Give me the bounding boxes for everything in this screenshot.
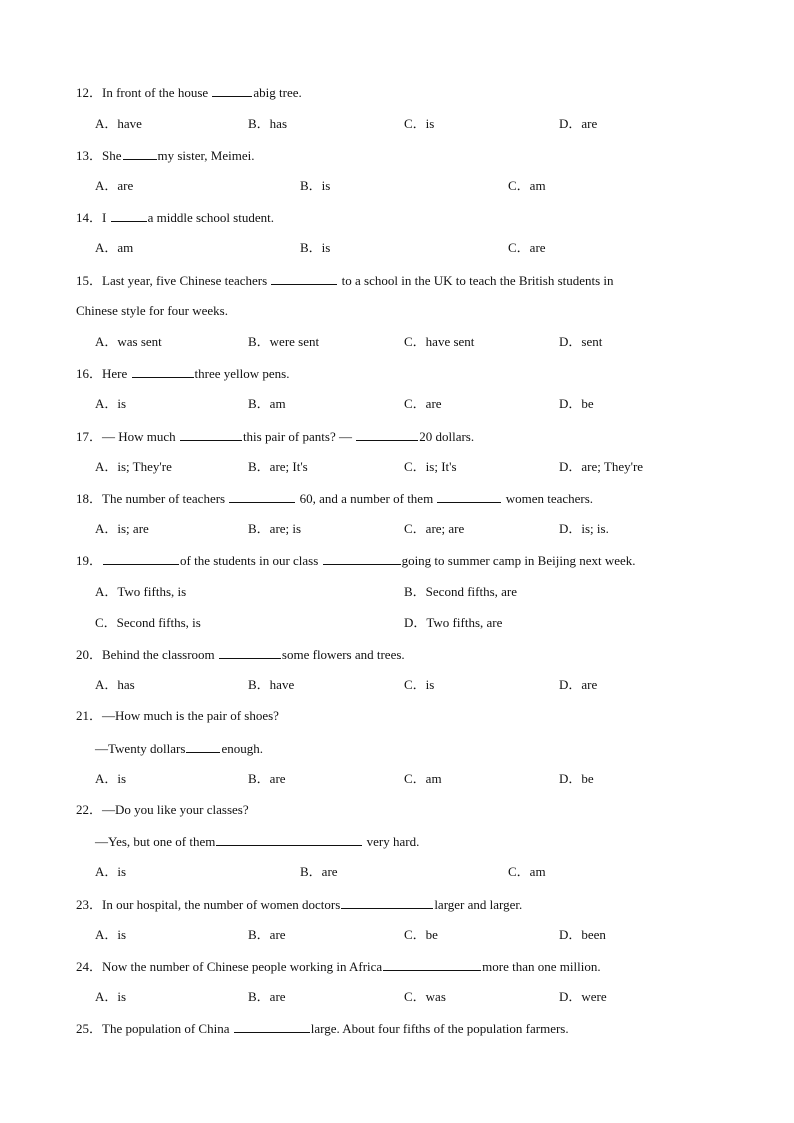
answer-option[interactable]: A．are bbox=[95, 178, 134, 193]
answer-option[interactable]: B．is bbox=[300, 178, 331, 193]
answer-option[interactable]: C．are bbox=[508, 240, 546, 255]
answer-blank[interactable] bbox=[132, 365, 194, 378]
answer-option[interactable]: D．been bbox=[559, 927, 606, 942]
answer-blank[interactable] bbox=[271, 272, 337, 285]
question-text: enough. bbox=[221, 741, 263, 756]
answer-option[interactable]: C．is bbox=[404, 677, 435, 692]
question-number: 17． bbox=[76, 429, 103, 444]
question-text: my sister, Meimei. bbox=[157, 148, 255, 163]
question-16 bbox=[76, 365, 289, 382]
question-number: 15． bbox=[76, 273, 103, 288]
question-text: Last year, five Chinese teachers bbox=[102, 273, 271, 288]
answer-option[interactable]: B．are bbox=[248, 771, 286, 786]
question-text: —How much is the pair of shoes? bbox=[102, 708, 279, 723]
question-text: abig tree. bbox=[253, 85, 302, 100]
answer-option[interactable]: D．is; is. bbox=[559, 521, 609, 536]
question-22 bbox=[76, 802, 249, 818]
question-text: this pair of pants? — bbox=[242, 429, 356, 444]
question-text: — How much bbox=[102, 429, 179, 444]
answer-blank[interactable] bbox=[216, 833, 362, 846]
question-number: 18． bbox=[76, 491, 103, 506]
answer-option[interactable]: B．has bbox=[248, 116, 288, 131]
question-text: Behind the classroom bbox=[102, 647, 218, 662]
answer-option[interactable]: C．was bbox=[404, 989, 446, 1004]
question-25 bbox=[76, 1020, 569, 1037]
answer-blank[interactable] bbox=[180, 428, 242, 441]
question-text: She bbox=[102, 148, 122, 163]
answer-option[interactable]: A．is bbox=[95, 864, 127, 879]
question-text: The population of China bbox=[102, 1021, 233, 1036]
answer-option[interactable]: B．are bbox=[248, 927, 286, 942]
question-text: Here bbox=[102, 366, 131, 381]
question-number: 12． bbox=[76, 85, 103, 100]
question-text: to a school in the UK to teach the British students in bbox=[338, 273, 614, 288]
question-number: 13． bbox=[76, 148, 103, 163]
answer-option[interactable]: D．are; They're bbox=[559, 459, 644, 474]
question-text: In front of the house bbox=[102, 85, 212, 100]
answer-option[interactable]: C．are; are bbox=[404, 521, 465, 536]
answer-blank[interactable] bbox=[234, 1020, 310, 1033]
answer-blank[interactable] bbox=[356, 428, 418, 441]
answer-option[interactable]: B．have bbox=[248, 677, 295, 692]
question-text: three yellow pens. bbox=[194, 366, 290, 381]
answer-option[interactable]: C．be bbox=[404, 927, 438, 942]
answer-option[interactable]: D．be bbox=[559, 771, 594, 786]
answer-option[interactable]: C．am bbox=[508, 864, 546, 879]
question-14 bbox=[76, 209, 274, 226]
answer-blank[interactable] bbox=[341, 896, 433, 909]
question-text: The number of teachers bbox=[102, 491, 229, 506]
question-text: going to summer camp in Beijing next week. bbox=[401, 553, 636, 568]
dialogue-response bbox=[95, 833, 419, 850]
answer-blank[interactable] bbox=[437, 490, 501, 503]
question-text: larger and larger. bbox=[434, 897, 523, 912]
question-text: 60, and a number of them bbox=[296, 491, 437, 506]
answer-blank[interactable] bbox=[229, 490, 295, 503]
answer-option[interactable]: C．is bbox=[404, 116, 435, 131]
question-text: some flowers and trees. bbox=[281, 647, 405, 662]
question-text: of the students in our class bbox=[180, 553, 322, 568]
question-20 bbox=[76, 646, 405, 663]
answer-blank[interactable] bbox=[212, 84, 252, 97]
question-number: 16． bbox=[76, 366, 103, 381]
question-text: a middle school student. bbox=[147, 210, 274, 225]
question-number: 23． bbox=[76, 897, 103, 912]
question-18 bbox=[76, 490, 593, 507]
question-number: 21． bbox=[76, 708, 103, 723]
question-23 bbox=[76, 896, 522, 913]
answer-option[interactable]: B．are bbox=[248, 989, 286, 1004]
answer-option[interactable]: A．has bbox=[95, 677, 135, 692]
answer-blank[interactable] bbox=[219, 646, 281, 659]
question-text: I bbox=[102, 210, 110, 225]
answer-option[interactable]: B．am bbox=[248, 396, 286, 411]
answer-option[interactable]: B．is bbox=[300, 240, 331, 255]
question-text: very hard. bbox=[363, 834, 420, 849]
answer-option[interactable]: B．are; It's bbox=[248, 459, 308, 474]
answer-option[interactable]: B．are; is bbox=[248, 521, 302, 536]
answer-option[interactable]: A．have bbox=[95, 116, 142, 131]
question-text: large. About four fifths of the population farmers. bbox=[310, 1021, 569, 1036]
answer-option[interactable]: C．have sent bbox=[404, 334, 475, 349]
question-number: 19． bbox=[76, 553, 103, 568]
answer-blank[interactable] bbox=[323, 552, 401, 565]
answer-option[interactable]: A．is bbox=[95, 927, 127, 942]
answer-blank[interactable] bbox=[383, 958, 481, 971]
answer-option[interactable]: A．is bbox=[95, 771, 127, 786]
answer-option[interactable]: D．are bbox=[559, 677, 598, 692]
answer-option[interactable]: D．be bbox=[559, 396, 594, 411]
question-text: In our hospital, the number of women doctors bbox=[102, 897, 341, 912]
question-number: 20． bbox=[76, 647, 103, 662]
answer-option[interactable]: B．are bbox=[300, 864, 338, 879]
answer-option[interactable]: C．am bbox=[404, 771, 442, 786]
dialogue-response bbox=[95, 740, 263, 757]
answer-option[interactable]: A．is bbox=[95, 396, 127, 411]
answer-blank[interactable] bbox=[111, 209, 147, 222]
question-13 bbox=[76, 147, 254, 164]
answer-option[interactable]: D．were bbox=[559, 989, 607, 1004]
answer-option[interactable]: C．are bbox=[404, 396, 442, 411]
question-number: 24． bbox=[76, 959, 103, 974]
question-text: —Yes, but one of them bbox=[95, 834, 216, 849]
question-number: 14． bbox=[76, 210, 103, 225]
question-19 bbox=[76, 552, 636, 569]
answer-blank[interactable] bbox=[186, 740, 220, 753]
answer-option[interactable]: B．Second fifths, are bbox=[404, 584, 518, 599]
answer-option[interactable]: B．were sent bbox=[248, 334, 320, 349]
question-15 bbox=[76, 272, 614, 289]
question-number: 22． bbox=[76, 802, 103, 817]
answer-option[interactable]: C．is; It's bbox=[404, 459, 457, 474]
question-text: more than one million. bbox=[482, 959, 601, 974]
question-text: —Do you like your classes? bbox=[102, 802, 249, 817]
question-text: women teachers. bbox=[502, 491, 594, 506]
question-21 bbox=[76, 708, 279, 724]
question-text: Now the number of Chinese people working in Africa bbox=[102, 959, 383, 974]
answer-blank[interactable] bbox=[123, 147, 157, 160]
answer-option[interactable]: A．is bbox=[95, 989, 127, 1004]
answer-option[interactable]: A．am bbox=[95, 240, 134, 255]
answer-option[interactable]: A．is; They're bbox=[95, 459, 172, 474]
question-text: 20 dollars. bbox=[419, 429, 475, 444]
question-12 bbox=[76, 84, 302, 101]
answer-option[interactable]: C．Second fifths, is bbox=[95, 615, 201, 630]
answer-option[interactable]: A．Two fifths, is bbox=[95, 584, 187, 599]
question-continuation: Chinese style for four weeks. bbox=[76, 303, 228, 318]
question-17 bbox=[76, 428, 474, 445]
answer-blank[interactable] bbox=[103, 552, 179, 565]
question-text: —Twenty dollars bbox=[95, 741, 186, 756]
answer-option[interactable]: C．am bbox=[508, 178, 546, 193]
answer-option[interactable]: D．sent bbox=[559, 334, 603, 349]
answer-option[interactable]: A．is; are bbox=[95, 521, 149, 536]
answer-option[interactable]: D．are bbox=[559, 116, 598, 131]
answer-option[interactable]: A．was sent bbox=[95, 334, 162, 349]
question-24 bbox=[76, 958, 601, 975]
answer-option[interactable]: D．Two fifths, are bbox=[404, 615, 503, 630]
question-number: 25． bbox=[76, 1021, 103, 1036]
